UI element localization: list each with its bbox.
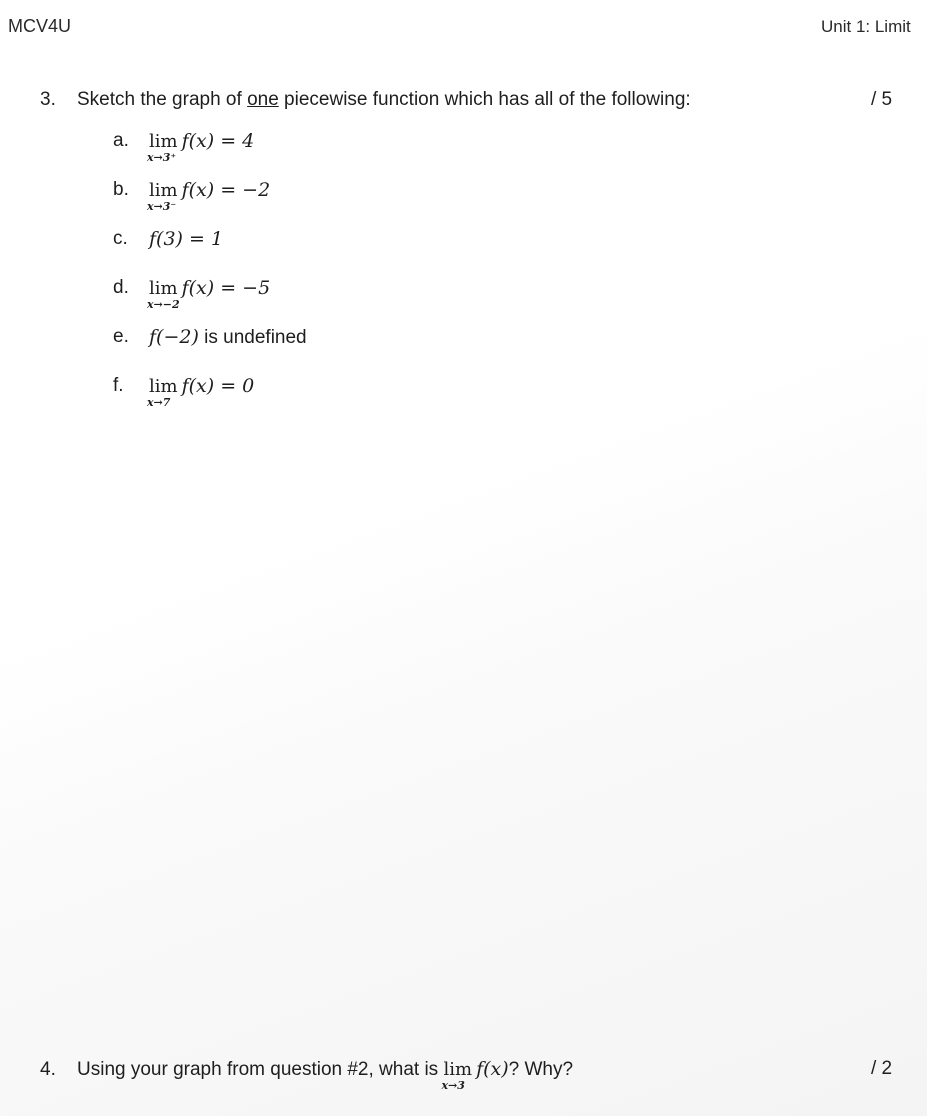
limit-approach: x→−2 xyxy=(147,298,180,311)
condition-letter: a. xyxy=(113,130,129,151)
limit-label: lim xyxy=(149,131,178,152)
limit-approach: x→3⁺ xyxy=(147,151,177,164)
limit-expression: f(x) = −5 xyxy=(181,277,271,299)
limit-expression: f(x) = 0 xyxy=(181,375,255,397)
condition-expression xyxy=(147,179,271,213)
condition-expression xyxy=(149,228,223,250)
question-4-marks: / 2 xyxy=(871,1058,893,1079)
limit-expression: f(x) = 4 xyxy=(181,130,255,152)
limit-approach: x→7 xyxy=(147,396,171,409)
function-value-expression: f(3) = 1 xyxy=(149,228,224,250)
limit-label: lim xyxy=(149,376,178,397)
limit-operator xyxy=(147,278,180,311)
question-3-prompt xyxy=(77,89,691,111)
question-3-marks: / 5 xyxy=(871,89,893,110)
question-4-prompt xyxy=(77,1058,574,1092)
question-4-text-after: ? Why? xyxy=(508,1059,574,1080)
limit-operator xyxy=(441,1059,473,1092)
function-value-expression: f(−2) xyxy=(149,326,199,348)
condition-letter: d. xyxy=(113,277,129,298)
condition-suffix-text: is undefined xyxy=(198,327,307,348)
condition-letter: e. xyxy=(113,326,129,347)
condition-letter: f. xyxy=(113,375,124,396)
condition-letter: b. xyxy=(113,179,129,200)
question-4 xyxy=(40,1058,860,1092)
limit-label: lim xyxy=(149,180,178,201)
limit-operator xyxy=(147,131,178,164)
limit-approach: x→3 xyxy=(441,1079,465,1092)
question-4-number: 4. xyxy=(40,1059,56,1080)
course-code: MCV4U xyxy=(8,16,72,36)
unit-title: Unit 1: Limit xyxy=(821,17,911,36)
limit-expression: f(x) xyxy=(476,1058,509,1080)
limit-operator xyxy=(147,180,178,213)
question-3-underlined-word: one xyxy=(247,89,279,110)
condition-expression xyxy=(147,375,255,409)
limit-approach: x→3⁻ xyxy=(147,200,177,213)
question-3-text-after: piecewise function which has all of the following: xyxy=(278,89,691,110)
limit-label: lim xyxy=(443,1059,473,1080)
question-3-number: 3. xyxy=(40,89,56,110)
condition-letter: c. xyxy=(113,228,128,249)
limit-label: lim xyxy=(149,278,178,299)
limit-operator xyxy=(147,376,178,409)
question-3 xyxy=(40,89,900,111)
limit-expression: f(x) = −2 xyxy=(181,179,271,201)
condition-expression xyxy=(147,277,271,311)
condition-expression xyxy=(147,130,255,164)
condition-expression xyxy=(149,326,307,349)
question-4-text-before: Using your graph from question #2, what is xyxy=(77,1059,444,1080)
question-3-text-before: Sketch the graph of xyxy=(77,89,248,110)
page-header xyxy=(0,0,927,60)
